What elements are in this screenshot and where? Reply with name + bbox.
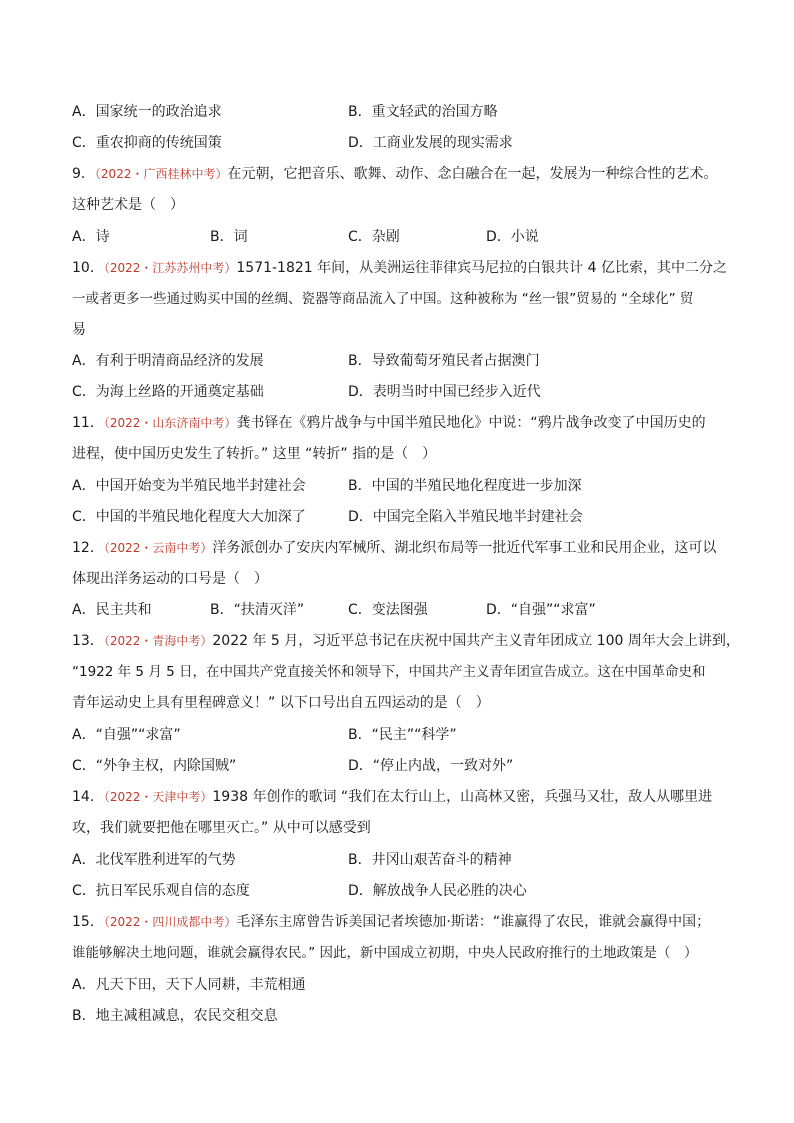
- q12-option-a: A．民主共和: [72, 602, 152, 618]
- q10-stem-text-2: 一或者更多一些通过购买中国的丝绸、瓷器等商品流入了中国。这种被称为 “丝一银”贸易的 “全球化” 贸: [72, 291, 694, 307]
- q10-stem-line-3: [72, 320, 727, 340]
- q10-source-tag: （2022・江苏苏州中考）: [103, 261, 237, 275]
- q12-stem-line-1: [72, 538, 727, 558]
- q11-stem-line-2: [72, 444, 727, 464]
- q13-source-tag: （2022・青海中考）: [103, 634, 213, 648]
- q9-option-a: A．诗: [72, 229, 110, 245]
- q15-stem-text-2: 谁能够解决土地问题，谁就会赢得农民。” 因此，新中国成立初期，中央人民政府推行的土地政策是（ ）: [72, 945, 698, 961]
- q13-option-b: B．“民主”“科学”: [348, 727, 457, 743]
- q11-option-d: D．中国完全陷入半殖民地半封建社会: [348, 509, 583, 525]
- q14-stem-line-2: [72, 818, 727, 838]
- q12-stem-line-2: [72, 569, 727, 589]
- q9-source-tag: （2022・广西桂林中考）: [94, 167, 228, 181]
- q10-stem-text-3: 易: [72, 322, 86, 338]
- q11-option-b: B．中国的半殖民地化程度进一步加深: [348, 478, 582, 494]
- q14-stem-text-1: 1938 年创作的歌词 “我们在太行山上，山高林又密，兵强马又壮，敌人从哪里进: [212, 789, 713, 805]
- q13-stem-text-1: 2022 年 5 月，习近平总书记在庆祝中国共产主义青年团成立 100 周年大会上讲到，: [212, 633, 740, 649]
- q8-option-a: A．国家统一的政治追求: [72, 104, 222, 120]
- q13-stem-line-2: [72, 662, 727, 682]
- q14-stem-text-2: 攻，我们就要把他在哪里灭亡。” 从中可以感受到: [72, 820, 371, 836]
- q14-source-tag: （2022・天津中考）: [103, 790, 213, 804]
- q11-stem-text-1: 龚书铎在《鸦片战争与中国半殖民地化》中说：“鸦片战争改变了中国历史的: [236, 415, 706, 431]
- q13-option-a: A．“自强”“求富”: [72, 727, 181, 743]
- q10-option-a: A．有利于明清商品经济的发展: [72, 353, 264, 369]
- q10-option-c: C．为海上丝路的开通奠定基础: [72, 384, 264, 400]
- q14-option-c: C．抗日军民乐观自信的态度: [72, 883, 250, 899]
- q13-option-c: C．“外争主权，内除国贼”: [72, 758, 237, 774]
- q9-option-b: B．词: [210, 229, 248, 245]
- q8-option-d: D．工商业发展的现实需求: [348, 135, 513, 151]
- q9-stem-text-2: 这种艺术是（ ）: [72, 197, 184, 213]
- q13-number: 13．: [72, 633, 104, 649]
- q12-option-d: D．“自强”“求富”: [486, 602, 596, 618]
- q12-stem-text-2: 体现出洋务运动的口号是（ ）: [72, 571, 268, 587]
- q10-stem-line-1: [72, 258, 727, 278]
- q14-option-a: A．北伐军胜利进军的气势: [72, 852, 236, 868]
- q9-stem-line-1: [72, 164, 727, 184]
- q15-stem-line-2: [72, 943, 727, 963]
- q11-option-c: C．中国的半殖民地化程度大大加深了: [72, 509, 306, 525]
- q10-number: 10．: [72, 260, 104, 276]
- q15-source-tag: （2022・四川成都中考）: [103, 915, 237, 929]
- q13-stem-text-3: 青年运动史上具有里程碑意义！” 以下口号出自五四运动的是（ ）: [72, 695, 490, 711]
- q15-stem-line-1: [72, 912, 727, 932]
- q10-stem-line-2: [72, 289, 727, 309]
- q14-stem-line-1: [72, 787, 727, 807]
- q13-option-d: D．“停止内战，一致对外”: [348, 758, 514, 774]
- q9-option-d: D．小说: [486, 229, 539, 245]
- q11-source-tag: （2022・山东济南中考）: [103, 416, 237, 430]
- q13-stem-text-2: “1922 年 5 月 5 日，在中国共产党直接关怀和领导下，中国共产主义青年团宣告成立。这在中国革命史和: [72, 664, 706, 680]
- q9-stem-text-1: 在元朝，它把音乐、歌舞、动作、念白融合在一起，发展为一种综合性的艺术。: [227, 166, 718, 182]
- q12-option-b: B．“扶清灭洋”: [210, 602, 305, 618]
- q14-option-d: D．解放战争人民必胜的决心: [348, 883, 527, 899]
- q12-source-tag: （2022・云南中考）: [103, 541, 213, 555]
- q11-stem-line-1: [72, 413, 727, 433]
- q11-option-a: A．中国开始变为半殖民地半封建社会: [72, 478, 306, 494]
- q12-option-c: C．变法图强: [348, 602, 428, 618]
- q9-option-c: C．杂剧: [348, 229, 400, 245]
- q11-stem-text-2: 进程，使中国历史发生了转折。” 这里 “转折” 指的是（ ）: [72, 446, 437, 462]
- q9-stem-line-2: [72, 195, 727, 215]
- q10-stem-text-1: 1571-1821 年间，从美洲运往菲律宾马尼拉的白银共计 4 亿比索，其中二分之: [236, 260, 727, 276]
- q14-number: 14．: [72, 789, 104, 805]
- q15-stem-text-1: 毛泽东主席曾告诉美国记者埃德加·斯诺：“谁赢得了农民，谁就会赢得中国；: [236, 914, 711, 930]
- q8-option-b: B．重文轻武的治国方略: [348, 104, 498, 120]
- q13-stem-line-3: [72, 693, 727, 713]
- q14-option-b: B．井冈山艰苦奋斗的精神: [348, 852, 512, 868]
- q11-number: 11．: [72, 415, 104, 431]
- q13-stem-line-1: [72, 631, 740, 651]
- q15-option-b: B．地主减租减息，农民交租交息: [72, 1008, 278, 1024]
- q12-number: 12．: [72, 540, 104, 556]
- q10-option-b: B．导致葡萄牙殖民者占据澳门: [348, 353, 540, 369]
- q15-option-a: A．凡天下田，天下人同耕，丰荒相通: [72, 977, 306, 993]
- q9-number: 9．: [72, 166, 95, 182]
- q8-option-c: C．重农抑商的传统国策: [72, 135, 222, 151]
- q15-number: 15．: [72, 914, 104, 930]
- q12-stem-text-1: 洋务派创办了安庆内军械所、湖北织布局等一批近代军事工业和民用企业，这可以: [212, 540, 717, 556]
- q10-option-d: D．表明当时中国已经步入近代: [348, 384, 541, 400]
